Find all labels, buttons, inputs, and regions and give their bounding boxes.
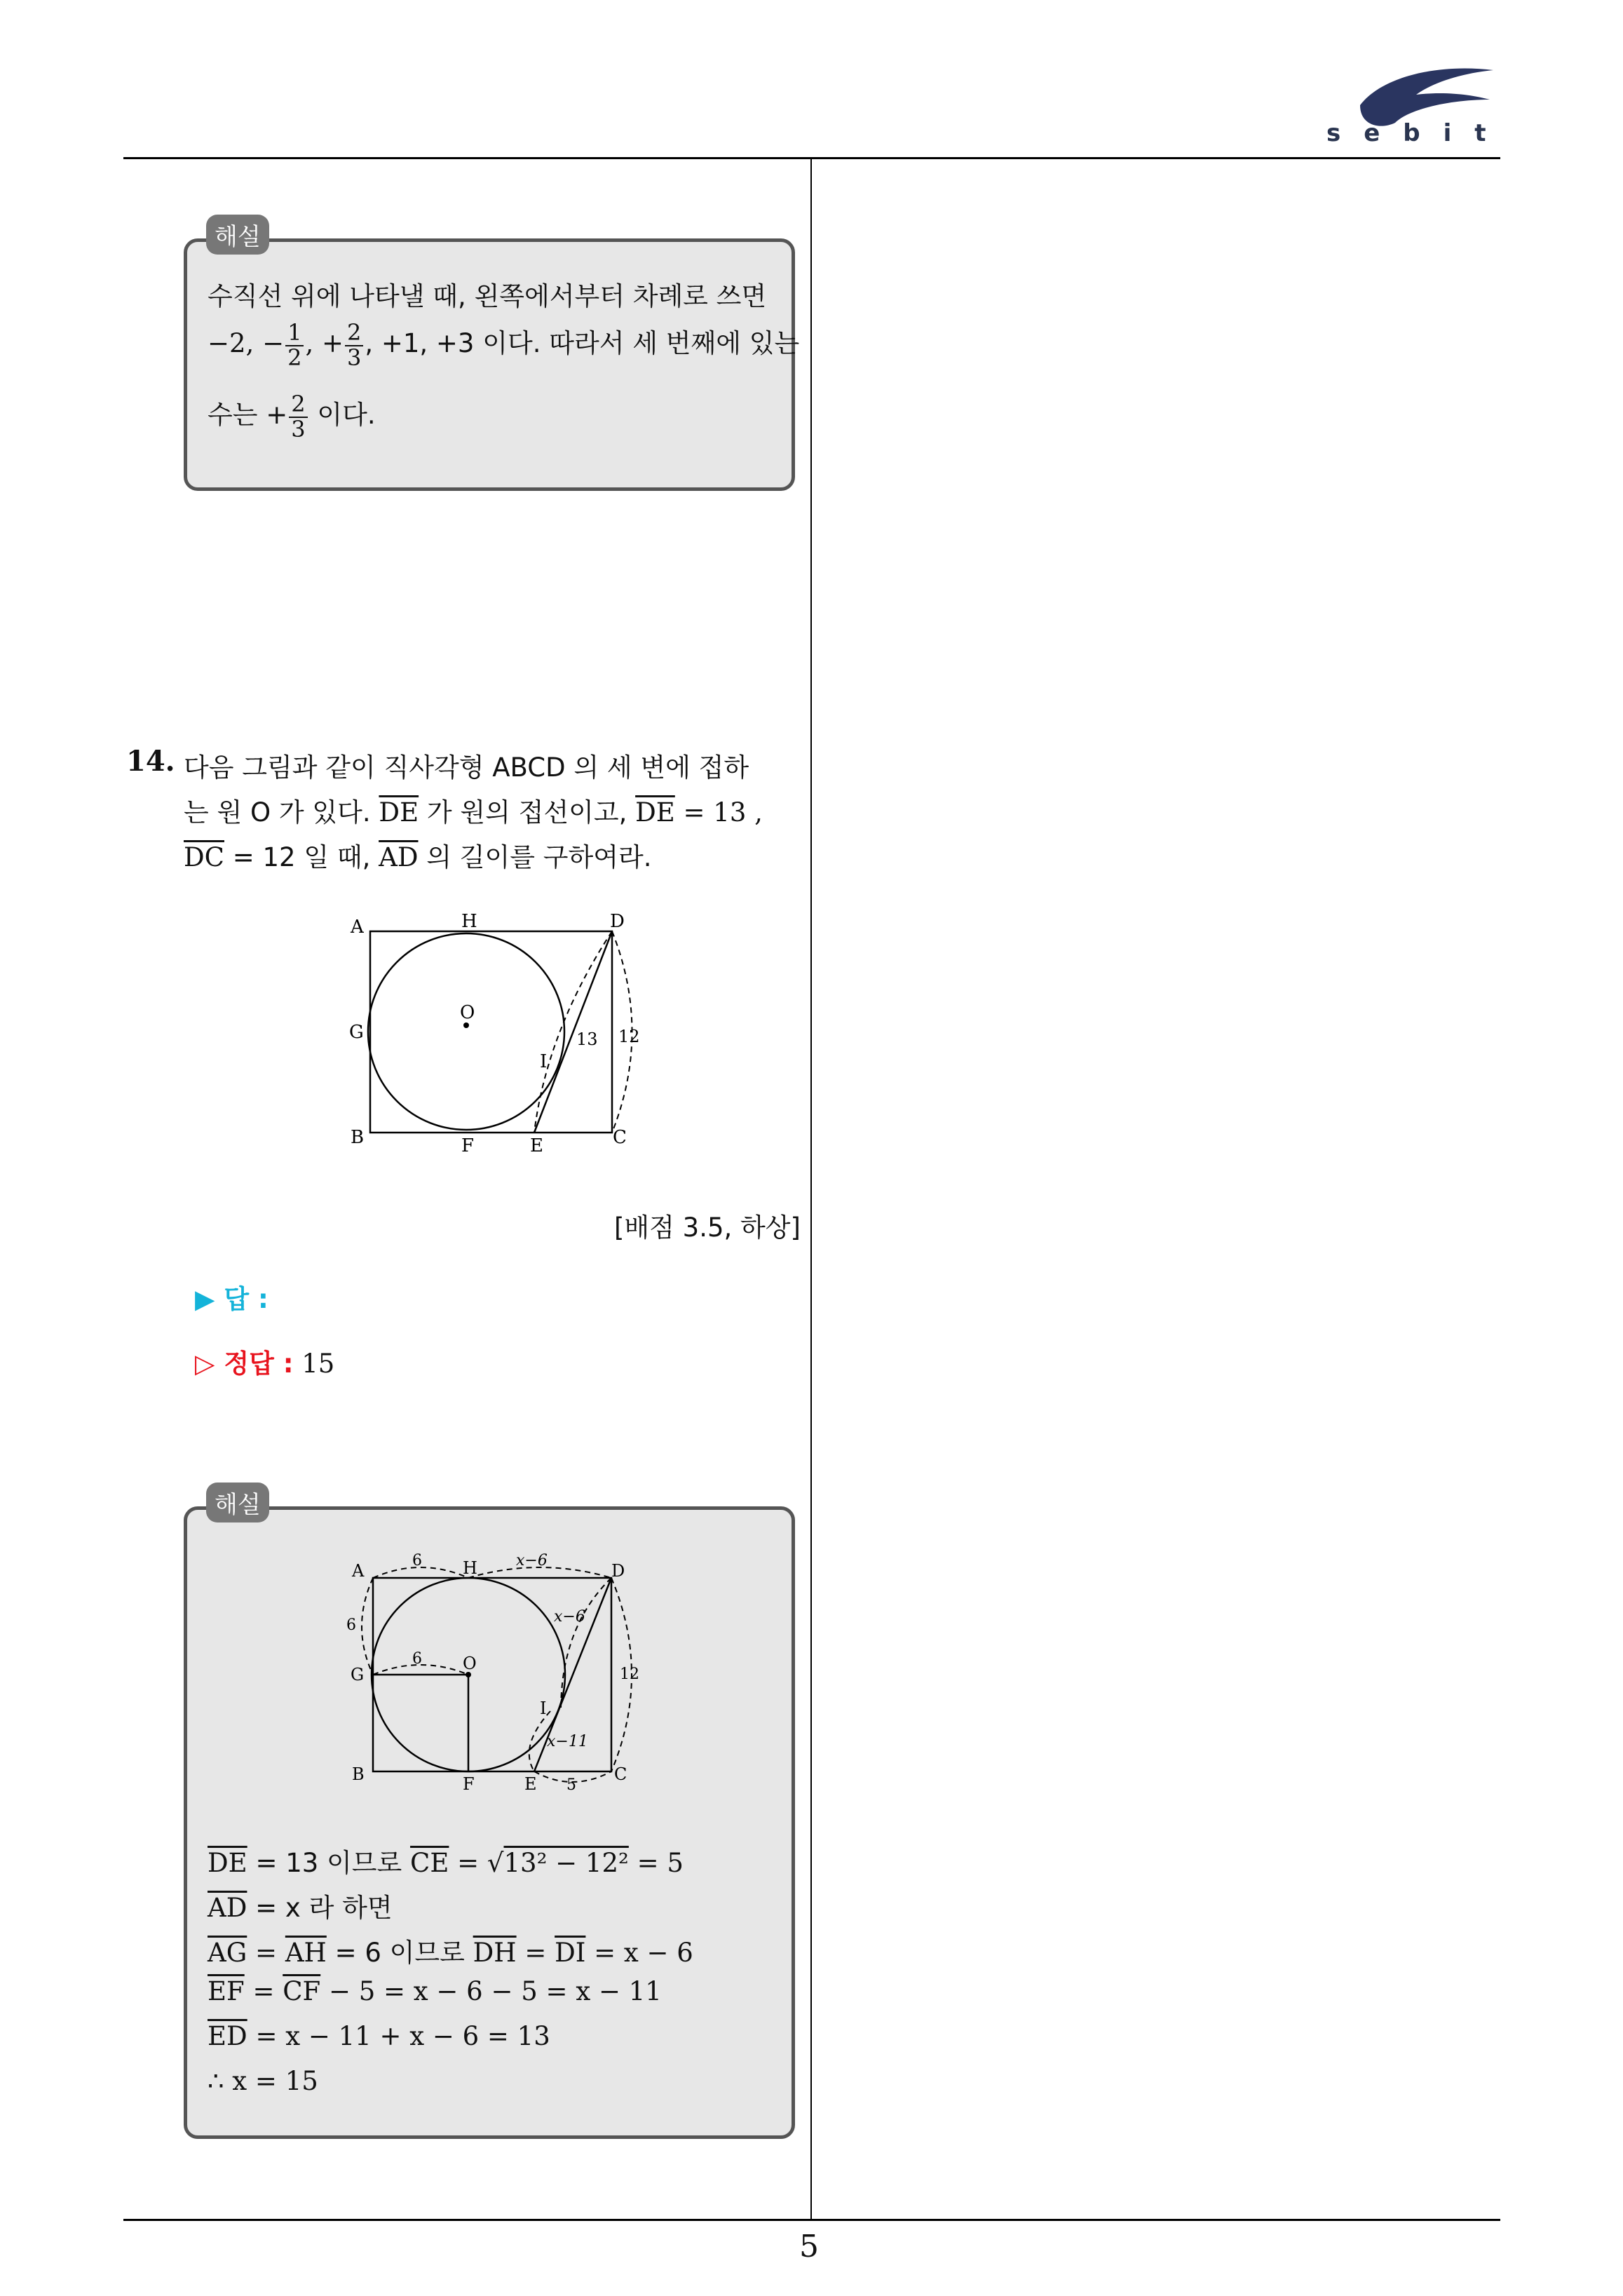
segment: $\overline{CF}$ [283, 1976, 321, 2006]
label-ah: 6 [412, 1552, 422, 1569]
solution13-line2 [208, 321, 799, 370]
solution14-step4 [208, 1976, 662, 2006]
label-ec: 5 [566, 1776, 576, 1794]
label-O: O [463, 1654, 477, 1673]
numerator: 1 [285, 321, 304, 346]
text-run: 수는 + [208, 400, 288, 431]
label-dc: 12 [620, 1666, 639, 1683]
text-run: = 6 이므로 [326, 1938, 473, 1968]
label-O: O [460, 1002, 475, 1023]
solution14-conclusion: ∴ x = 15 [208, 2066, 318, 2096]
fraction [345, 321, 363, 370]
column-divider [810, 158, 812, 2220]
solution13-line1: 수직선 위에 나타낼 때, 왼쪽에서부터 차례로 쓰면 [208, 281, 767, 311]
numerator: 2 [345, 321, 363, 346]
solution14-step2 [208, 1886, 393, 1924]
segment: $\overline{AH}$ [285, 1938, 327, 1968]
text-run: , + [305, 328, 344, 359]
solution14-step1: $\overline{DE} = 13$ 이므로 $\overline{CE} = √13^2 - 12^2 = 5$ [208, 1848, 684, 1878]
label-B: B [351, 1127, 365, 1148]
label-C: C [614, 1764, 627, 1784]
segment-DE: $\overline{DE}$ [635, 797, 675, 828]
text-run: = 12 일 때, [224, 842, 379, 872]
label-D: D [610, 911, 625, 932]
numerator: 2 [289, 393, 307, 418]
label-I: I [540, 1699, 547, 1718]
question14-line2 [184, 791, 763, 829]
label-H: H [461, 911, 477, 932]
fraction [285, 321, 304, 370]
segment: $\overline{AD}$ [208, 1893, 247, 1923]
text-run: = x − 6 [585, 1938, 693, 1968]
label-A: A [352, 1561, 365, 1581]
text-run: = 13 , [674, 797, 763, 828]
segment: $\overline{DH}$ [473, 1938, 517, 1968]
label-I: I [540, 1051, 548, 1072]
segment: $\overline{AG}$ [208, 1938, 247, 1968]
correct-answer [195, 1342, 334, 1380]
figure-solution [337, 1543, 659, 1802]
footer-rule [123, 2219, 1500, 2221]
label-F: F [461, 1135, 475, 1156]
label-F: F [463, 1774, 475, 1794]
label-G: G [351, 1665, 365, 1684]
tangent-DE [534, 931, 612, 1133]
header-rule [123, 157, 1500, 159]
segment: $\overline{EF}$ [208, 1976, 245, 2006]
text-run: −2, − [208, 328, 285, 359]
text-run: = [247, 1938, 285, 1968]
label-E: E [524, 1774, 537, 1794]
text-run: = 5 [628, 1848, 684, 1878]
correct-value: 15 [301, 1349, 335, 1379]
label-G: G [349, 1022, 364, 1043]
label-13: 13 [576, 1029, 598, 1049]
figure-rectangle-circle [337, 905, 659, 1164]
text-run: = x 라 하면 [247, 1893, 393, 1923]
label-go: 6 [412, 1650, 422, 1668]
text-run: = [244, 1976, 283, 2006]
text-run: , +1, +3 이다. 따라서 세 번째에 있는 [365, 328, 800, 359]
question-number: 14. [126, 745, 175, 778]
label-A: A [351, 917, 364, 938]
fraction [289, 393, 307, 441]
segment: $\overline{CE}$ [410, 1848, 449, 1878]
label-H: H [463, 1558, 477, 1578]
solution13-line3 [208, 393, 376, 441]
denominator: 2 [287, 344, 302, 371]
text-run: 이다. [308, 400, 376, 431]
text-run: = [516, 1938, 555, 1968]
label-C: C [613, 1127, 627, 1148]
label-12: 12 [618, 1027, 640, 1046]
label-B: B [352, 1764, 365, 1784]
solution-tab-13: 해설 [206, 215, 269, 255]
label-di: x−6 [554, 1608, 585, 1626]
page-number: 5 [799, 2229, 819, 2264]
text-run: = 13 이므로 [247, 1848, 411, 1878]
question14-line3 [184, 836, 652, 874]
radicand: 13² − 12² [503, 1848, 629, 1878]
denominator: 3 [346, 344, 362, 371]
text-run: 는 원 O 가 있다. [184, 797, 371, 828]
label-ie: x−11 [547, 1733, 588, 1750]
segment: $\overline{DI}$ [555, 1938, 586, 1968]
solution14-step5 [208, 2021, 550, 2051]
solution14-step3 [208, 1931, 693, 1969]
label-ag: 6 [346, 1616, 356, 1634]
segment: $\overline{DE}$ [208, 1848, 247, 1878]
label-E: E [530, 1135, 543, 1156]
label-hd: x−6 [516, 1552, 548, 1569]
solution-tab-14: 해설 [206, 1483, 269, 1522]
center-point [463, 1022, 469, 1028]
question14-line1: 다음 그림과 같이 직사각형 ABCD 의 세 변에 접하 [184, 752, 749, 783]
text-run: 가 원의 접선이고, [419, 797, 636, 828]
correct-label: ▷ 정답 : [195, 1349, 294, 1379]
denominator: 3 [291, 415, 306, 443]
arc-AG [362, 1578, 373, 1675]
circle-O [368, 933, 564, 1130]
segment-DC: $\overline{DC}$ [184, 842, 224, 872]
text-run: = x − 11 + x − 6 = 13 [247, 2021, 550, 2051]
text-run: − 5 = x − 6 − 5 = x − 11 [320, 1976, 662, 2006]
label-D: D [611, 1561, 625, 1581]
segment-DE: $\overline{DE}$ [379, 797, 419, 828]
segment-AD: $\overline{AD}$ [379, 842, 419, 872]
text-run: = [449, 1848, 487, 1878]
segment: $\overline{ED}$ [208, 2021, 247, 2051]
logo-text: sebit [1326, 119, 1509, 147]
answer-label: ▶ 답 : [195, 1284, 269, 1314]
score-label: [배점 3.5, 하상] [614, 1213, 801, 1243]
text-run: 의 길이를 구하여라. [418, 842, 652, 872]
